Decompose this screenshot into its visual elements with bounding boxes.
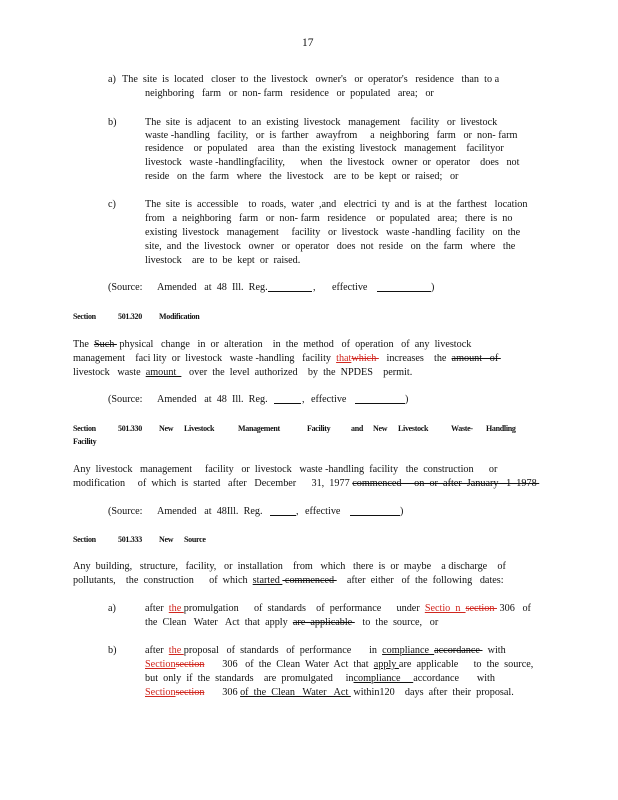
list-item-text: The site is accessible to roads, water ,and electrici ty and is at the farthest location bbox=[145, 199, 528, 210]
title-word: Handling bbox=[486, 424, 516, 433]
page-number: 17 bbox=[302, 37, 314, 49]
paragraph-line: Any building, structure, facility, or installation from which there is or maybe a discharge of bbox=[73, 561, 506, 572]
source-label: (Source: bbox=[108, 506, 143, 517]
effective-blank bbox=[377, 282, 431, 292]
list-item-text: Sectionsection 306 of the Clean Water Act within120 days after their proposal. bbox=[145, 687, 514, 698]
title-word: Waste- bbox=[451, 424, 473, 433]
section-number: 501.320 bbox=[118, 312, 142, 321]
list-item-text: the Clean Water Act that apply are applicable to the source, or bbox=[145, 617, 439, 628]
section-word: Section bbox=[73, 535, 96, 544]
comma: , bbox=[302, 394, 305, 405]
paragraph-line: livestock waste amount over the level authorized by the NPDES permit. bbox=[73, 367, 413, 378]
title-word: and bbox=[351, 424, 363, 433]
effective-blank bbox=[350, 506, 400, 516]
list-item-text: The site is located closer to the livestock owner's or operator's residence than to a bbox=[122, 74, 500, 85]
list-item-text: reside on the farm where the livestock are to be kept or raised; or bbox=[145, 171, 459, 182]
list-item-label: a) bbox=[108, 603, 116, 614]
list-item-text: The site is adjacent to an existing livestock management facility or livestock bbox=[145, 117, 498, 128]
list-item-text: neighboring farm or non- farm residence or populated area; or bbox=[145, 88, 434, 99]
list-item-text: but only if the standards are promulgated incompliance accordance with bbox=[145, 673, 495, 684]
amended-text: Amended at 48Ill. Reg. bbox=[157, 506, 263, 517]
section-title: Modification bbox=[159, 312, 200, 321]
section-word: Section bbox=[73, 312, 96, 321]
list-item-label: c) bbox=[108, 199, 116, 210]
effective-blank bbox=[355, 394, 405, 404]
paragraph-line: pollutants, the construction of which started commenced after either of the following dates: bbox=[73, 575, 504, 586]
source-label: (Source: bbox=[108, 282, 143, 293]
effective-label: effective bbox=[311, 394, 347, 405]
title-word: Management bbox=[238, 424, 280, 433]
paragraph-line: modification of which is started after December 31, 1977 commenced on or after January 1 1978 bbox=[73, 478, 540, 489]
source-label: (Source: bbox=[108, 394, 143, 405]
paragraph-line: management faci lity or livestock waste -handling facility thatwhich increases the amount of bbox=[73, 353, 501, 364]
list-item-text: existing livestock management facility or livestock waste -handling facility on the bbox=[145, 227, 521, 238]
paragraph-line: Any livestock management facility or livestock waste -handling facility the construction or bbox=[73, 464, 498, 475]
list-item-text: after the proposal of standards of performance in compliance accordance with bbox=[145, 645, 506, 656]
section-number: 501.330 bbox=[118, 424, 142, 433]
effective-label: effective bbox=[332, 282, 368, 293]
title-word: New bbox=[373, 424, 388, 433]
comma: , bbox=[296, 506, 299, 517]
title-word: Facility bbox=[73, 437, 97, 446]
reg-blank bbox=[268, 282, 312, 292]
list-item-text: waste -handling facility, or is farther awayfrom a neighboring farm or non- farm bbox=[145, 130, 518, 141]
amended-text: Amended at 48 Ill. Reg. bbox=[157, 394, 268, 405]
list-item-text: after the promulgation of standards of performance under Sectio n section 306 of bbox=[145, 603, 531, 614]
list-item-label: b) bbox=[108, 117, 117, 128]
reg-blank bbox=[270, 506, 296, 516]
list-item-text: Sectionsection 306 of the Clean Water Act that apply are applicable to the source, bbox=[145, 659, 534, 670]
section-word: Section bbox=[73, 424, 96, 433]
reg-blank bbox=[274, 394, 301, 404]
list-item-label: a) bbox=[108, 74, 116, 85]
close-paren: ) bbox=[405, 394, 409, 405]
list-item-text: residence or populated area than the existing livestock management facilityor bbox=[145, 143, 504, 154]
title-word: New bbox=[159, 424, 174, 433]
title-word: Livestock bbox=[184, 424, 215, 433]
paragraph-line: The Such physical change in or alteration in the method of operation of any livestock bbox=[73, 339, 472, 350]
title-word: Source bbox=[184, 535, 206, 544]
list-item-text: from a neighboring farm or non- farm residence or populated area; there is no bbox=[145, 213, 513, 224]
section-number: 501.333 bbox=[118, 535, 142, 544]
title-word: Facility bbox=[307, 424, 331, 433]
comma: , bbox=[313, 282, 316, 293]
close-paren: ) bbox=[431, 282, 435, 293]
close-paren: ) bbox=[400, 506, 404, 517]
list-item-label: b) bbox=[108, 645, 117, 656]
title-word: New bbox=[159, 535, 174, 544]
list-item-text: site, and the livestock owner or operator does not reside on the farm where the bbox=[145, 241, 516, 252]
list-item-text: livestock are to be kept or raised. bbox=[145, 255, 301, 266]
amended-text: Amended at 48 Ill. Reg. bbox=[157, 282, 268, 293]
title-word: Livestock bbox=[398, 424, 429, 433]
effective-label: effective bbox=[305, 506, 341, 517]
list-item-text: livestock waste -handlingfacility, when the livestock owner or operator does not bbox=[145, 157, 520, 168]
